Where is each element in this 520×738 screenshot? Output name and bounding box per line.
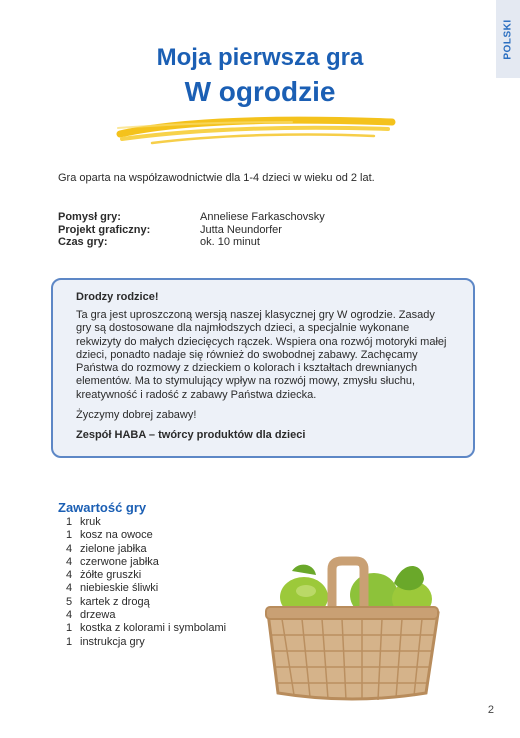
- credit-label: Czas gry:: [58, 236, 108, 248]
- item-name: instrukcja gry: [80, 635, 145, 648]
- item-qty: 1: [66, 529, 73, 542]
- yellow-brush-stroke-icon: [112, 112, 402, 152]
- credit-row-time: [58, 236, 325, 249]
- list-item: [66, 516, 226, 529]
- item-name: niebieskie śliwki: [80, 582, 159, 595]
- item-qty: 4: [66, 569, 73, 582]
- item-name: zielone jabłka: [80, 542, 147, 555]
- notice-heading: Drodzy rodzice!: [76, 291, 159, 303]
- list-item: [66, 636, 226, 649]
- item-qty: 4: [66, 542, 73, 555]
- page-title-line-2: W ogrodzie: [184, 76, 336, 107]
- language-tab-label: POLSKI: [502, 18, 514, 60]
- item-qty: 1: [66, 635, 73, 648]
- credit-value: Anneliese Farkaschovsky: [200, 211, 325, 223]
- intro-text: Gra oparta na współzawodnictwie dla 1-4 dzieci w wieku od 2 lat.: [58, 172, 375, 184]
- item-name: kruk: [80, 516, 101, 528]
- item-name: żółte gruszki: [80, 569, 142, 582]
- list-item: [66, 556, 226, 569]
- contents-list: [66, 516, 226, 649]
- page-title-line-1: Moja pierwsza gra: [156, 44, 364, 71]
- list-item: [66, 569, 226, 582]
- item-name: drzewa: [80, 609, 116, 622]
- page-number: 2: [487, 704, 494, 716]
- credit-value: ok. 10 minut: [200, 236, 260, 248]
- list-item: [66, 609, 226, 622]
- notice-body: Ta gra jest uproszczoną wersją naszej klasycznej gry W ogrodzie. Zasady gry są dostosowane dla najmłodszych dzieci, a specjalnie wykonane rekwizyty do małych dziecięcych rączek. Wspiera ona rozwój motoryki małej dzieci, ponadto nadaje się również do swobodnej zabawy. Zachęcamy Państwa do rozmowy z dzieckiem o kolorach i kształtach drewnianych elementów. Ma to stymulujący wpływ na rozwój mowy, zmysłu słuchu, kreatywność i radość z zabawy Państwa dziecka.: [76, 309, 447, 401]
- credit-row-design: [58, 224, 325, 237]
- credit-label: Pomysł gry:: [58, 211, 121, 223]
- item-qty: 5: [66, 595, 73, 608]
- credit-row-idea: [58, 211, 325, 224]
- list-item: [66, 596, 226, 609]
- item-name: kartek z drogą: [80, 595, 150, 608]
- item-qty: 1: [66, 622, 73, 635]
- item-qty: 4: [66, 609, 73, 622]
- item-name: kosz na owoce: [80, 529, 153, 542]
- list-item: [66, 529, 226, 542]
- credit-value: Jutta Neundorfer: [200, 223, 282, 236]
- item-name: czerwone jabłka: [80, 555, 159, 568]
- list-item: [66, 543, 226, 556]
- fruit-basket-illustration: [262, 555, 442, 705]
- list-item: [66, 582, 226, 595]
- parents-notice-box: [51, 278, 475, 458]
- notice-signature: Zespół HABA – twórcy produktów dla dzieci: [76, 429, 306, 442]
- item-qty: 4: [66, 555, 73, 568]
- contents-title: Zawartość gry: [58, 500, 147, 515]
- item-qty: 1: [66, 516, 73, 528]
- notice-wish: Życzymy dobrej zabawy!: [76, 409, 197, 422]
- item-name: kostka z kolorami i symbolami: [80, 622, 227, 635]
- credits: [58, 211, 325, 249]
- leaf-icon: [394, 566, 424, 590]
- item-qty: 4: [66, 582, 73, 595]
- basket-icon: [268, 613, 438, 699]
- credit-label: Projekt graficzny:: [58, 223, 151, 236]
- list-item: [66, 622, 226, 635]
